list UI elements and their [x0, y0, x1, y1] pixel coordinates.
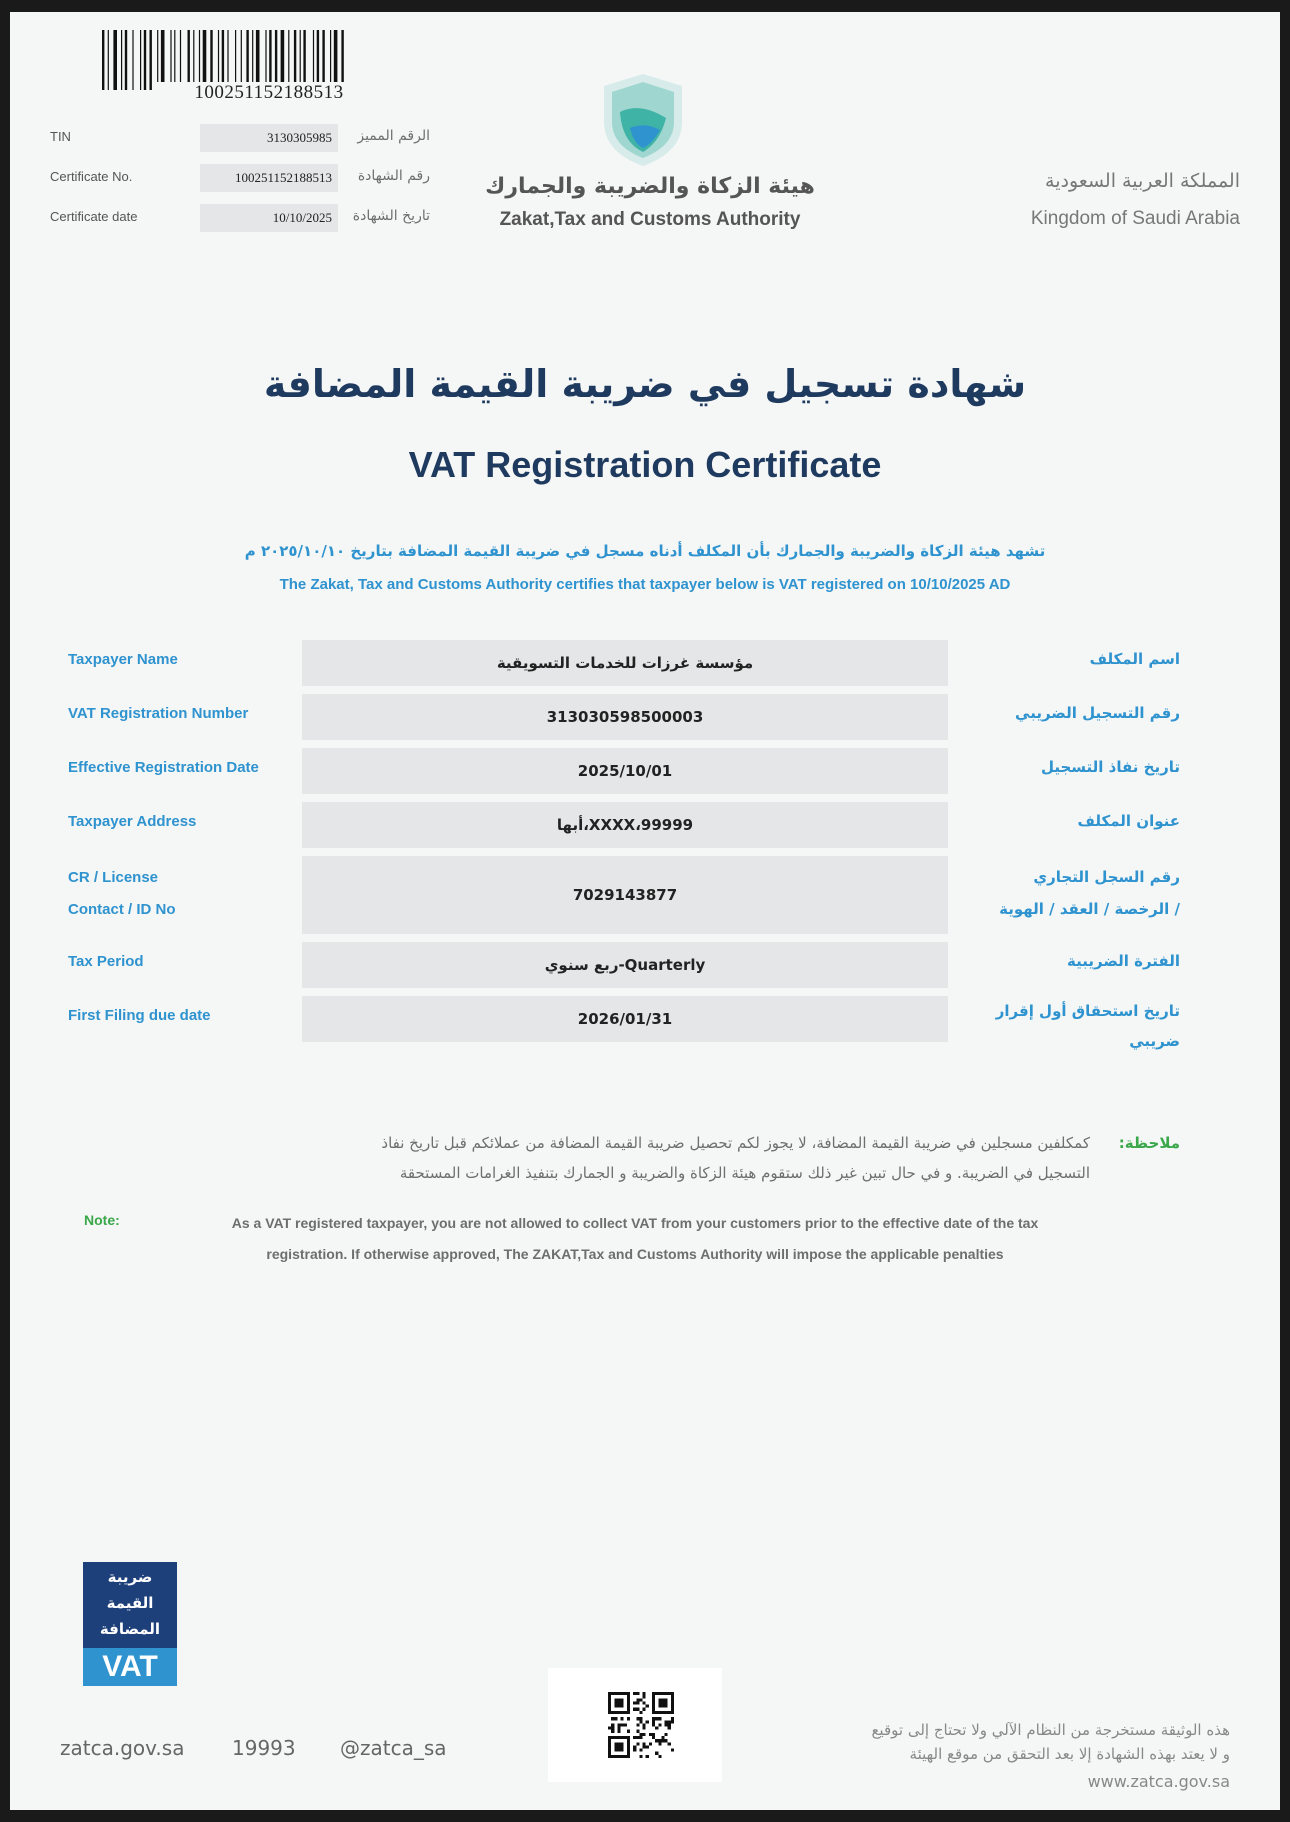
footer-website[interactable]: zatca.gov.sa	[60, 1736, 185, 1760]
certificate-no-value: 100251152188513	[200, 164, 338, 192]
contact-id-label-ar: / الرخصة / العقد / الهوية	[999, 900, 1180, 918]
taxpayer-address-label: Taxpayer Address	[68, 813, 197, 830]
vat-number-value: 313030598500003	[302, 694, 948, 740]
certificate-page	[10, 12, 1280, 1810]
note-text-en	[160, 1208, 1110, 1270]
footer-handle[interactable]: @zatca_sa	[340, 1736, 447, 1760]
taxpayer-address-label-ar: عنوان المكلف	[1077, 812, 1180, 830]
effective-date-label: Effective Registration Date	[68, 759, 259, 776]
org-name-en: Zakat,Tax and Customs Authority	[499, 209, 801, 230]
barcode	[102, 30, 408, 90]
first-filing-label-ar: تاريخ استحقاق أول إقرار	[995, 1002, 1180, 1020]
vat-number-label-ar: رقم التسجيل الضريبي	[1015, 704, 1180, 722]
kingdom-name-ar: المملكة العربية السعودية	[1045, 170, 1240, 192]
certificate-no-label: Certificate No.	[50, 169, 133, 184]
qr-code-icon	[608, 1692, 674, 1758]
certifies-text-ar: تشهد هيئة الزكاة والضريبة والجمارك بأن المكلف أدناه مسجل في ضريبة القيمة المضافة بتاريخ ٢٠٢٥/١٠/١٠ م	[244, 542, 1046, 560]
vat-logo	[83, 1562, 177, 1686]
meta-row-tin	[50, 124, 430, 152]
note-label-en: Note:	[84, 1212, 120, 1228]
org-name-ar: هيئة الزكاة والضريبة والجمارك	[485, 174, 815, 199]
taxpayer-name-label: Taxpayer Name	[68, 651, 178, 668]
taxpayer-name-label-ar: اسم المكلف	[1089, 650, 1180, 668]
taxpayer-name-value: مؤسسة غرزات للخدمات التسويقية	[302, 640, 948, 686]
note-label-ar: ملاحظة:	[1118, 1134, 1180, 1152]
tin-label: TIN	[50, 129, 71, 144]
effective-date-value: 2025/10/01	[302, 748, 948, 794]
tin-label-ar: الرقم المميز	[357, 128, 430, 144]
first-filing-value: 2026/01/31	[302, 996, 948, 1042]
cr-license-label: CR / License	[68, 869, 159, 886]
note-text-ar-line-1: كمكلفين مسجلين في ضريبة القيمة المضافة، لا يجوز لكم تحصيل ضريبة القيمة المضافة من عملائكم قبل تاريخ نفاذ	[381, 1134, 1090, 1152]
vat-logo-ar-1: ضريبة	[107, 1568, 153, 1586]
meta-row-certificate-no	[50, 164, 430, 192]
note-text-en-line-1: As a VAT registered taxpayer, you are not allowed to collect VAT from your customers prior to the effective date of the tax	[231, 1215, 1039, 1231]
note-text-en-line-2: registration. If otherwise approved, The ZAKAT,Tax and Customs Authority will impose the applicable penalties	[266, 1246, 1004, 1262]
footer-disclaimer-ar-line-2: و لا يعتد بهذه الشهادة إلا بعد التحقق من موقع الهيئة	[909, 1745, 1230, 1763]
first-filing-label-ar-2: ضريبي	[1129, 1032, 1180, 1050]
note-text-ar	[210, 1128, 1090, 1188]
certificate-date-label-ar: تاريخ الشهادة	[352, 208, 430, 224]
certificate-date-value: 10/10/2025	[200, 204, 338, 232]
tax-period-value: ربع سنوي-Quarterly	[302, 942, 948, 988]
qr-code-panel	[548, 1668, 722, 1782]
vat-logo-ar-3: المضافة	[99, 1620, 161, 1638]
barcode-number: 100251152188513	[154, 82, 384, 104]
note-text-ar-line-2: التسجيل في الضريبة. و في حال تبين غير ذلك ستقوم هيئة الزكاة والضريبة و الجمارك بتنفيذ الغرامات المستحقة	[399, 1164, 1090, 1182]
meta-row-certificate-date	[50, 204, 430, 232]
effective-date-label-ar: تاريخ نفاذ التسجيل	[1040, 758, 1180, 776]
taxpayer-address-value: أبها،XXXX،99999	[302, 802, 948, 848]
tax-period-label: Tax Period	[68, 953, 144, 970]
kingdom-name-en: Kingdom of Saudi Arabia	[1030, 208, 1240, 229]
footer-phone: 19993	[232, 1736, 296, 1760]
vat-number-label: VAT Registration Number	[68, 705, 249, 722]
first-filing-label: First Filing due date	[68, 1007, 211, 1024]
certificate-date-label: Certificate date	[50, 209, 138, 224]
vat-logo-ar-2: القيمة	[106, 1594, 154, 1612]
footer-disclaimer-ar-line-1: هذه الوثيقة مستخرجة من النظام الآلي ولا تحتاج إلى توقيع	[871, 1721, 1230, 1739]
title-en: VAT Registration Certificate	[408, 444, 882, 485]
certificate-no-label-ar: رقم الشهادة	[357, 168, 430, 184]
contact-id-label: Contact / ID No	[68, 901, 176, 918]
tin-value: 3130305985	[200, 124, 338, 152]
vat-logo-en: VAT	[83, 1648, 177, 1686]
footer-url[interactable]: www.zatca.gov.sa	[1087, 1772, 1230, 1791]
certifies-text-en: The Zakat, Tax and Customs Authority certifies that taxpayer below is VAT registered on 10/10/2025 AD	[279, 576, 1011, 593]
cr-license-label-ar: رقم السجل التجاري	[1033, 868, 1180, 886]
tax-period-label-ar: الفترة الضريبية	[1067, 952, 1180, 970]
zatca-emblem-icon	[600, 72, 686, 168]
footer-disclaimer-ar	[871, 1718, 1230, 1766]
cr-license-value: 7029143877	[302, 856, 948, 934]
title-ar: شهادة تسجيل في ضريبة القيمة المضافة	[263, 362, 1027, 406]
